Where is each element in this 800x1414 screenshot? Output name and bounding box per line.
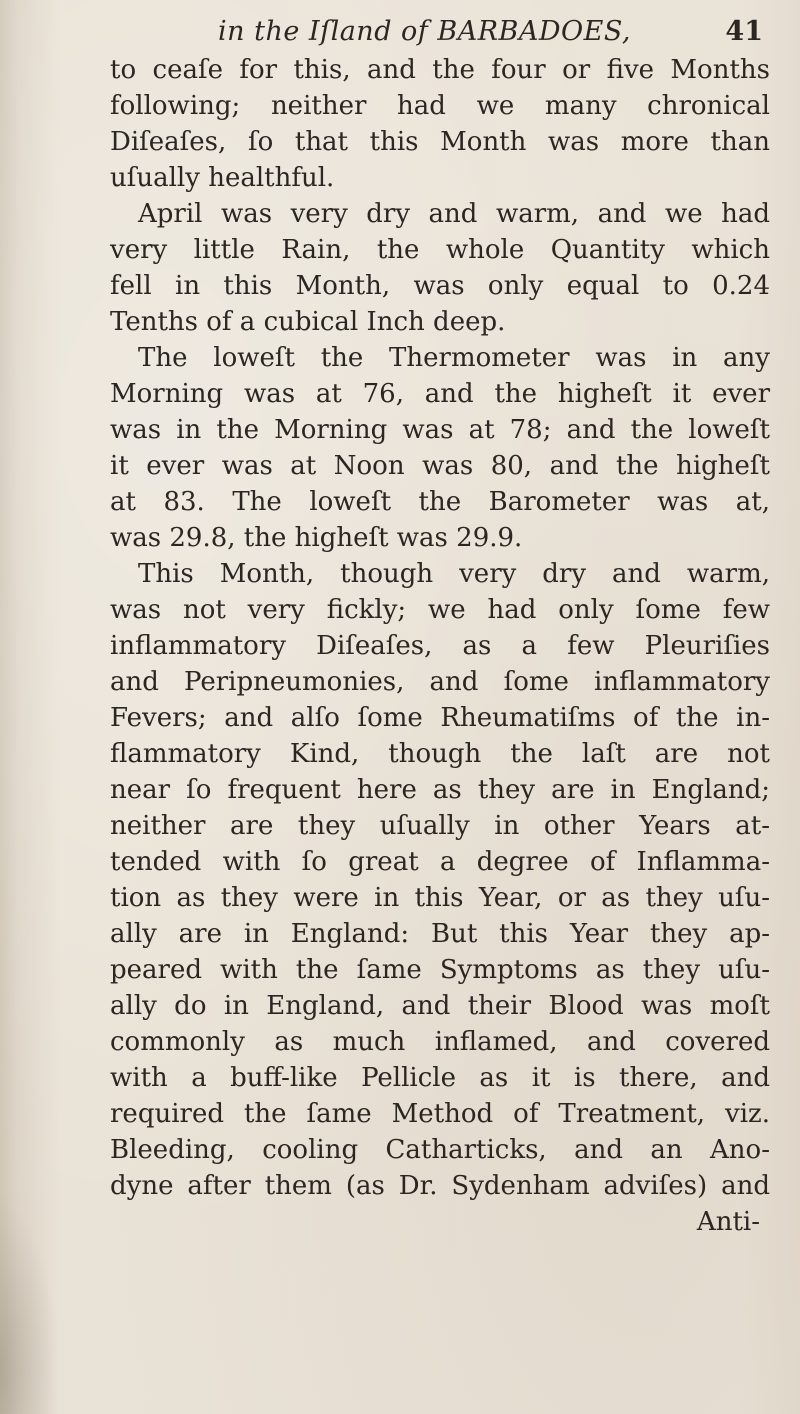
text-line: April was very dry and warm, and we had [138, 199, 770, 229]
text-line: and Peripneumonies, and ſome inflammatory [110, 667, 770, 697]
text-line: very little Rain, the whole Quantity which [110, 235, 770, 265]
text-line: at 83. The loweſt the Barometer was at, [110, 487, 770, 517]
body-text [110, 52, 770, 1240]
text-line: required the ſame Method of Treatment, viz. [110, 1099, 770, 1129]
text-line: neither are they uſually in other Years at- [110, 811, 770, 841]
text-line: fell in this Month, was only equal to 0.24 [110, 271, 770, 301]
text-line: commonly as much inflamed, and covered [110, 1027, 770, 1057]
text-line: inflammatory Diſeaſes, as a few Pleuriſies [110, 631, 770, 661]
running-head-title: in the Iſland of BARBADOES, [218, 16, 632, 47]
text-line: Bleeding, cooling Catharticks, and an Ano- [110, 1135, 770, 1165]
text-line: tion as they were in this Year, or as they uſu- [110, 883, 770, 913]
text-line: Tenths of a cubical Inch deep. [110, 307, 506, 337]
text-line: This Month, though very dry and warm, [138, 559, 770, 589]
text-line: was in the Morning was at 78; and the loweſt [110, 415, 770, 445]
text-line: following; neither had we many chronical [110, 91, 770, 121]
text-line: it ever was at Noon was 80, and the higheſt [110, 451, 770, 481]
text-line: peared with the ſame Symptoms as they uſu- [110, 955, 770, 985]
text-line: near ſo frequent here as they are in England; [110, 775, 770, 805]
text-line: Fevers; and alſo ſome Rheumatiſms of the in- [110, 703, 770, 733]
running-head [218, 12, 763, 52]
page-number: 41 [725, 16, 763, 47]
text-line: dyne after them (as Dr. Sydenham adviſes) and [110, 1171, 770, 1201]
text-line: ally do in England, and their Blood was moſt [110, 991, 770, 1021]
page-stain [0, 1200, 60, 1414]
text-line: The loweſt the Thermometer was in any [138, 343, 770, 373]
text-line: with a buff-like Pellicle as it is there, and [110, 1063, 770, 1093]
text-line: Morning was at 76, and the higheſt it ever [110, 379, 770, 409]
text-line: Diſeaſes, ſo that this Month was more than [110, 127, 770, 157]
text-line: uſually healthful. [110, 163, 335, 193]
text-line: tended with ſo great a degree of Inflamma- [110, 847, 770, 877]
text-line: to ceaſe for this, and the four or five Months [110, 55, 770, 85]
text-line: flammatory Kind, though the laſt are not [110, 739, 770, 769]
text-line: ally are in England: But this Year they ap- [110, 919, 770, 949]
catchword: Anti- [696, 1207, 760, 1237]
text-line: was 29.8, the higheſt was 29.9. [110, 523, 523, 553]
text-line: was not very fickly; we had only ſome few [110, 595, 770, 625]
